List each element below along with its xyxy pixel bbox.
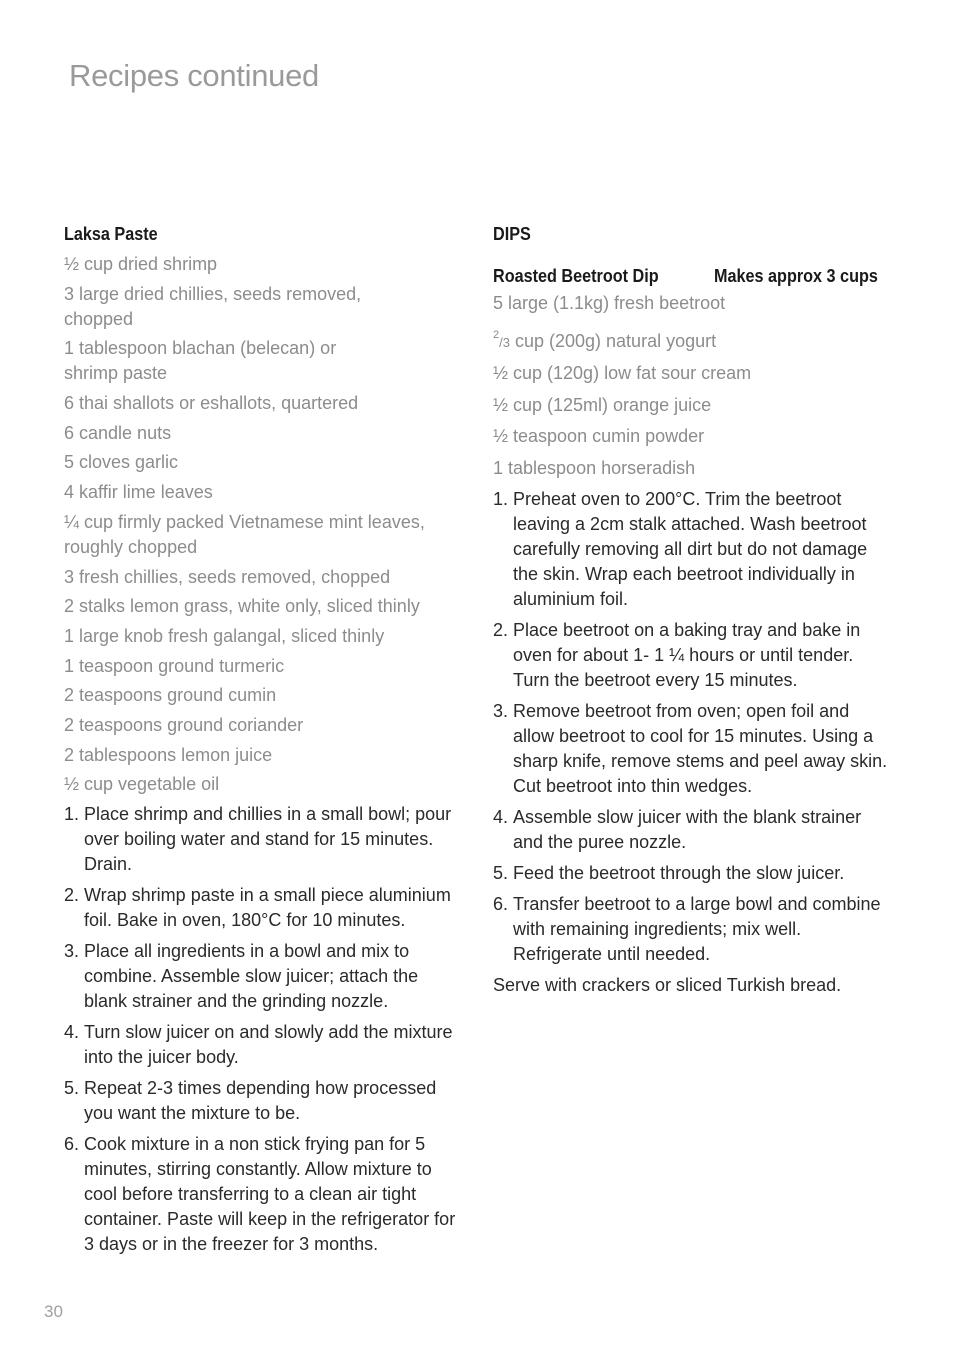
- page-number: 30: [44, 1302, 63, 1321]
- step-number: 4.: [64, 1022, 80, 1042]
- method-step: [64, 802, 464, 877]
- laksa-method-steps: [64, 802, 464, 1257]
- ingredient-item: [493, 323, 893, 355]
- method-step: [493, 805, 893, 855]
- step-text: Place all ingredients in a bowl and mix to combine. Assemble slow juicer; attach the blank strainer and the grinding nozzle.: [84, 941, 419, 1011]
- ingredient-item: 3 large dried chillies, seeds removed, chopped: [64, 283, 362, 329]
- serving-suggestion: Serve with crackers or sliced Turkish bread.: [493, 975, 842, 995]
- method-step: [64, 1020, 464, 1070]
- beetroot-ingredient-list: [493, 291, 893, 481]
- ingredient-item: ½ cup (125ml) orange juice: [493, 394, 712, 415]
- step-text: Cook mixture in a non stick frying pan for 5 minutes, stirring constantly. Allow mixture to cool before transferring to a clean air tight container. Paste will keep in the refrigerator for 3 days or in the freezer for 3 months.: [84, 1134, 456, 1254]
- ingredient-item: 6 candle nuts: [64, 422, 172, 443]
- method-step: [493, 699, 893, 799]
- yield-label: Makes approx 3 cups: [714, 266, 878, 286]
- step-number: 1.: [493, 489, 509, 509]
- ingredient-item: 5 cloves garlic: [64, 452, 179, 473]
- step-text: Assemble slow juicer with the blank strainer and the puree nozzle.: [513, 807, 862, 852]
- laksa-ingredient-list: [64, 252, 464, 797]
- method-step: [64, 883, 464, 933]
- ingredient-item: ½ cup vegetable oil: [64, 774, 220, 795]
- ingredient-item: 3 fresh chillies, seeds removed, chopped: [64, 566, 391, 587]
- fraction-numerator: 2: [493, 328, 500, 341]
- laksa-paste-column: [64, 222, 464, 1263]
- dips-column: [493, 222, 893, 998]
- method-step: [64, 939, 464, 1014]
- ingredient-item: 2 tablespoons lemon juice: [64, 744, 273, 765]
- beetroot-dip-title: Roasted Beetroot Dip: [493, 266, 659, 286]
- recipe-title-row: [493, 264, 893, 288]
- ingredient-item: 2 teaspoons ground coriander: [64, 714, 304, 735]
- method-step: [64, 1076, 464, 1126]
- step-number: 6.: [64, 1134, 80, 1154]
- ingredient-item: 1 teaspoon ground turmeric: [64, 655, 285, 676]
- method-step: [493, 892, 893, 967]
- ingredient-text: cup (200g) natural yogurt: [514, 330, 717, 351]
- step-number: 1.: [64, 804, 80, 824]
- beetroot-method-steps: [493, 487, 893, 967]
- method-step: [493, 487, 893, 612]
- ingredient-item: ½ cup dried shrimp: [64, 254, 218, 274]
- ingredient-item: 2 teaspoons ground cumin: [64, 685, 277, 706]
- step-text: Preheat oven to 200°C. Trim the beetroot leaving a 2cm stalk attached. Wash beetroot carefully removing all dirt but do not damage the skin. Wrap each beetroot individually in aluminium foil.: [513, 489, 868, 609]
- step-number: 6.: [493, 894, 509, 914]
- step-text: Feed the beetroot through the slow juicer.: [513, 863, 845, 883]
- ingredient-item: 4 kaffir lime leaves: [64, 482, 213, 503]
- step-number: 2.: [493, 620, 509, 640]
- step-text: Place beetroot on a baking tray and bake in oven for about 1- 1 ¼ hours or until tender. Turn the beetroot every 15 minutes.: [513, 620, 861, 690]
- method-step: [493, 618, 893, 693]
- step-number: 4.: [493, 807, 509, 827]
- ingredient-item: 1 tablespoon blachan (belecan) or shrimp paste: [64, 338, 337, 384]
- step-text: Place shrimp and chillies in a small bowl; pour over boiling water and stand for 15 minutes. Drain.: [84, 804, 452, 874]
- step-number: 3.: [493, 701, 509, 721]
- step-text: Remove beetroot from oven; open foil and allow beetroot to cool for 15 minutes. Using a sharp knife, remove stems and peel away skin. Cut beetroot into thin wedges.: [513, 701, 888, 796]
- step-number: 2.: [64, 885, 80, 905]
- page-title: Recipes continued: [69, 58, 319, 93]
- step-text: Wrap shrimp paste in a small piece aluminium foil. Bake in oven, 180°C for 10 minutes.: [84, 885, 451, 930]
- laksa-paste-heading: Laksa Paste: [64, 224, 158, 244]
- step-number: 5.: [64, 1078, 80, 1098]
- ingredient-item: ¼ cup firmly packed Vietnamese mint leaves, roughly chopped: [64, 511, 425, 557]
- step-number: 3.: [64, 941, 80, 961]
- step-text: Repeat 2-3 times depending how processed you want the mixture to be.: [84, 1078, 437, 1123]
- ingredient-item: 1 large knob fresh galangal, sliced thinly: [64, 625, 385, 646]
- method-step: [64, 1132, 464, 1257]
- ingredient-item: 2 stalks lemon grass, white only, sliced thinly: [64, 596, 420, 617]
- step-number: 5.: [493, 863, 509, 883]
- method-step: [493, 861, 893, 886]
- ingredient-item: 1 tablespoon horseradish: [493, 457, 696, 478]
- ingredient-item: ½ cup (120g) low fat sour cream: [493, 363, 752, 383]
- step-text: Transfer beetroot to a large bowl and combine with remaining ingredients; mix well. Refrigerate until needed.: [513, 894, 881, 964]
- ingredient-item: 6 thai shallots or eshallots, quartered: [64, 393, 359, 414]
- fraction-denominator: /3: [499, 334, 510, 350]
- ingredient-item: ½ teaspoon cumin powder: [493, 426, 705, 446]
- step-text: Turn slow juicer on and slowly add the mixture into the juicer body.: [84, 1022, 453, 1067]
- ingredient-item: 5 large (1.1kg) fresh beetroot: [493, 293, 726, 313]
- dips-section-heading: DIPS: [493, 224, 531, 244]
